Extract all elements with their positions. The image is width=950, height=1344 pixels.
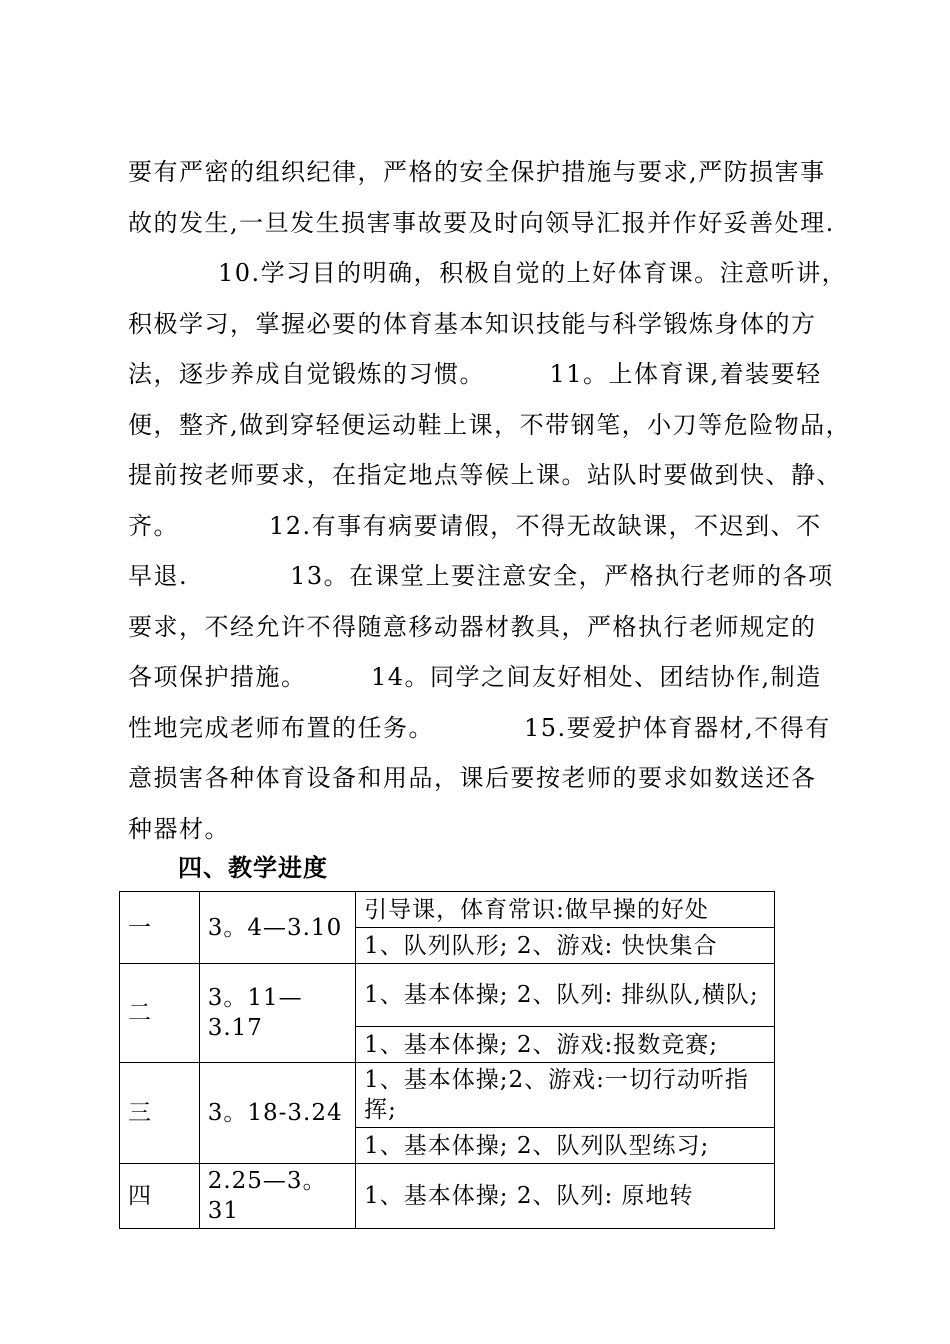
text-line: 性地完成老师布置的任务。 15.要爱护体育器材,不得有 xyxy=(128,713,831,742)
date-cell: 3。11—3.17 xyxy=(199,964,355,1063)
lesson-cell: 1、基本体操; 2、队列: 原地转 xyxy=(356,1164,775,1229)
week-cell: 一 xyxy=(120,892,200,964)
section-heading: 四、教学进度 xyxy=(178,854,328,882)
lesson-cell: 1、基本体操; 2、队列: 排纵队,横队; xyxy=(356,964,775,1027)
text-line: 法，逐步养成自觉锻炼的习惯。 11。上体育课,着装要轻 xyxy=(128,360,822,388)
lesson-cell: 1、基本体操; 2、游戏:报数竞赛; xyxy=(356,1027,775,1063)
date-cell: 2.25—3。31 xyxy=(199,1164,355,1229)
teaching-schedule-table xyxy=(119,891,775,1229)
text-line: 故的发生,一旦发生损害事故要及时向领导汇报并作好妥善处理. xyxy=(128,208,835,237)
text-line: 种器材。 xyxy=(128,814,230,843)
lesson-cell: 1、基本体操;2、游戏:一切行动听指挥; xyxy=(356,1063,775,1128)
lesson-cell: 1、队列队形; 2、游戏: 快快集合 xyxy=(356,928,775,964)
text-line: 提前按老师要求，在指定地点等候上课。站队时要做到快、静、 xyxy=(128,461,842,489)
table-row xyxy=(120,892,775,928)
text-line: 齐。 12.有事有病要请假，不得无故缺课，不迟到、不 xyxy=(128,511,822,540)
text-line: 早退. 13。在课堂上要注意安全，严格执行老师的各项 xyxy=(128,562,834,590)
text-line: 要有严密的组织纪律，严格的安全保护措施与要求,严防损害事 xyxy=(128,158,826,186)
week-cell: 四 xyxy=(120,1164,200,1229)
text-line: 意损害各种体育设备和用品，课后要按老师的要求如数送还各 xyxy=(128,764,817,792)
lesson-cell: 引导课，体育常识:做早操的好处 xyxy=(356,892,775,928)
week-cell: 二 xyxy=(120,964,200,1063)
table-row xyxy=(120,1164,775,1229)
table-row xyxy=(120,1063,775,1128)
date-cell: 3。4—3.10 xyxy=(199,892,355,964)
text-line: 便，整齐,做到穿轻便运动鞋上课，不带钢笔，小刀等危险物品， xyxy=(128,410,852,439)
text-line: 要求，不经允许不得随意移动器材教具，严格执行老师规定的 xyxy=(128,612,817,641)
date-cell: 3。18-3.24 xyxy=(199,1063,355,1164)
text-line: 积极学习，掌握必要的体育基本知识技能与科学锻炼身体的方 xyxy=(128,309,817,338)
text-line: 10.学习目的明确，积极自觉的上好体育课。注意听讲， xyxy=(218,259,848,287)
body-text xyxy=(128,147,852,854)
table-row xyxy=(120,964,775,1027)
week-cell: 三 xyxy=(120,1063,200,1164)
lesson-cell: 1、基本体操; 2、队列队型练习; xyxy=(356,1128,775,1164)
text-line: 各项保护措施。 14。同学之间友好相处、团结协作,制造 xyxy=(128,663,822,691)
